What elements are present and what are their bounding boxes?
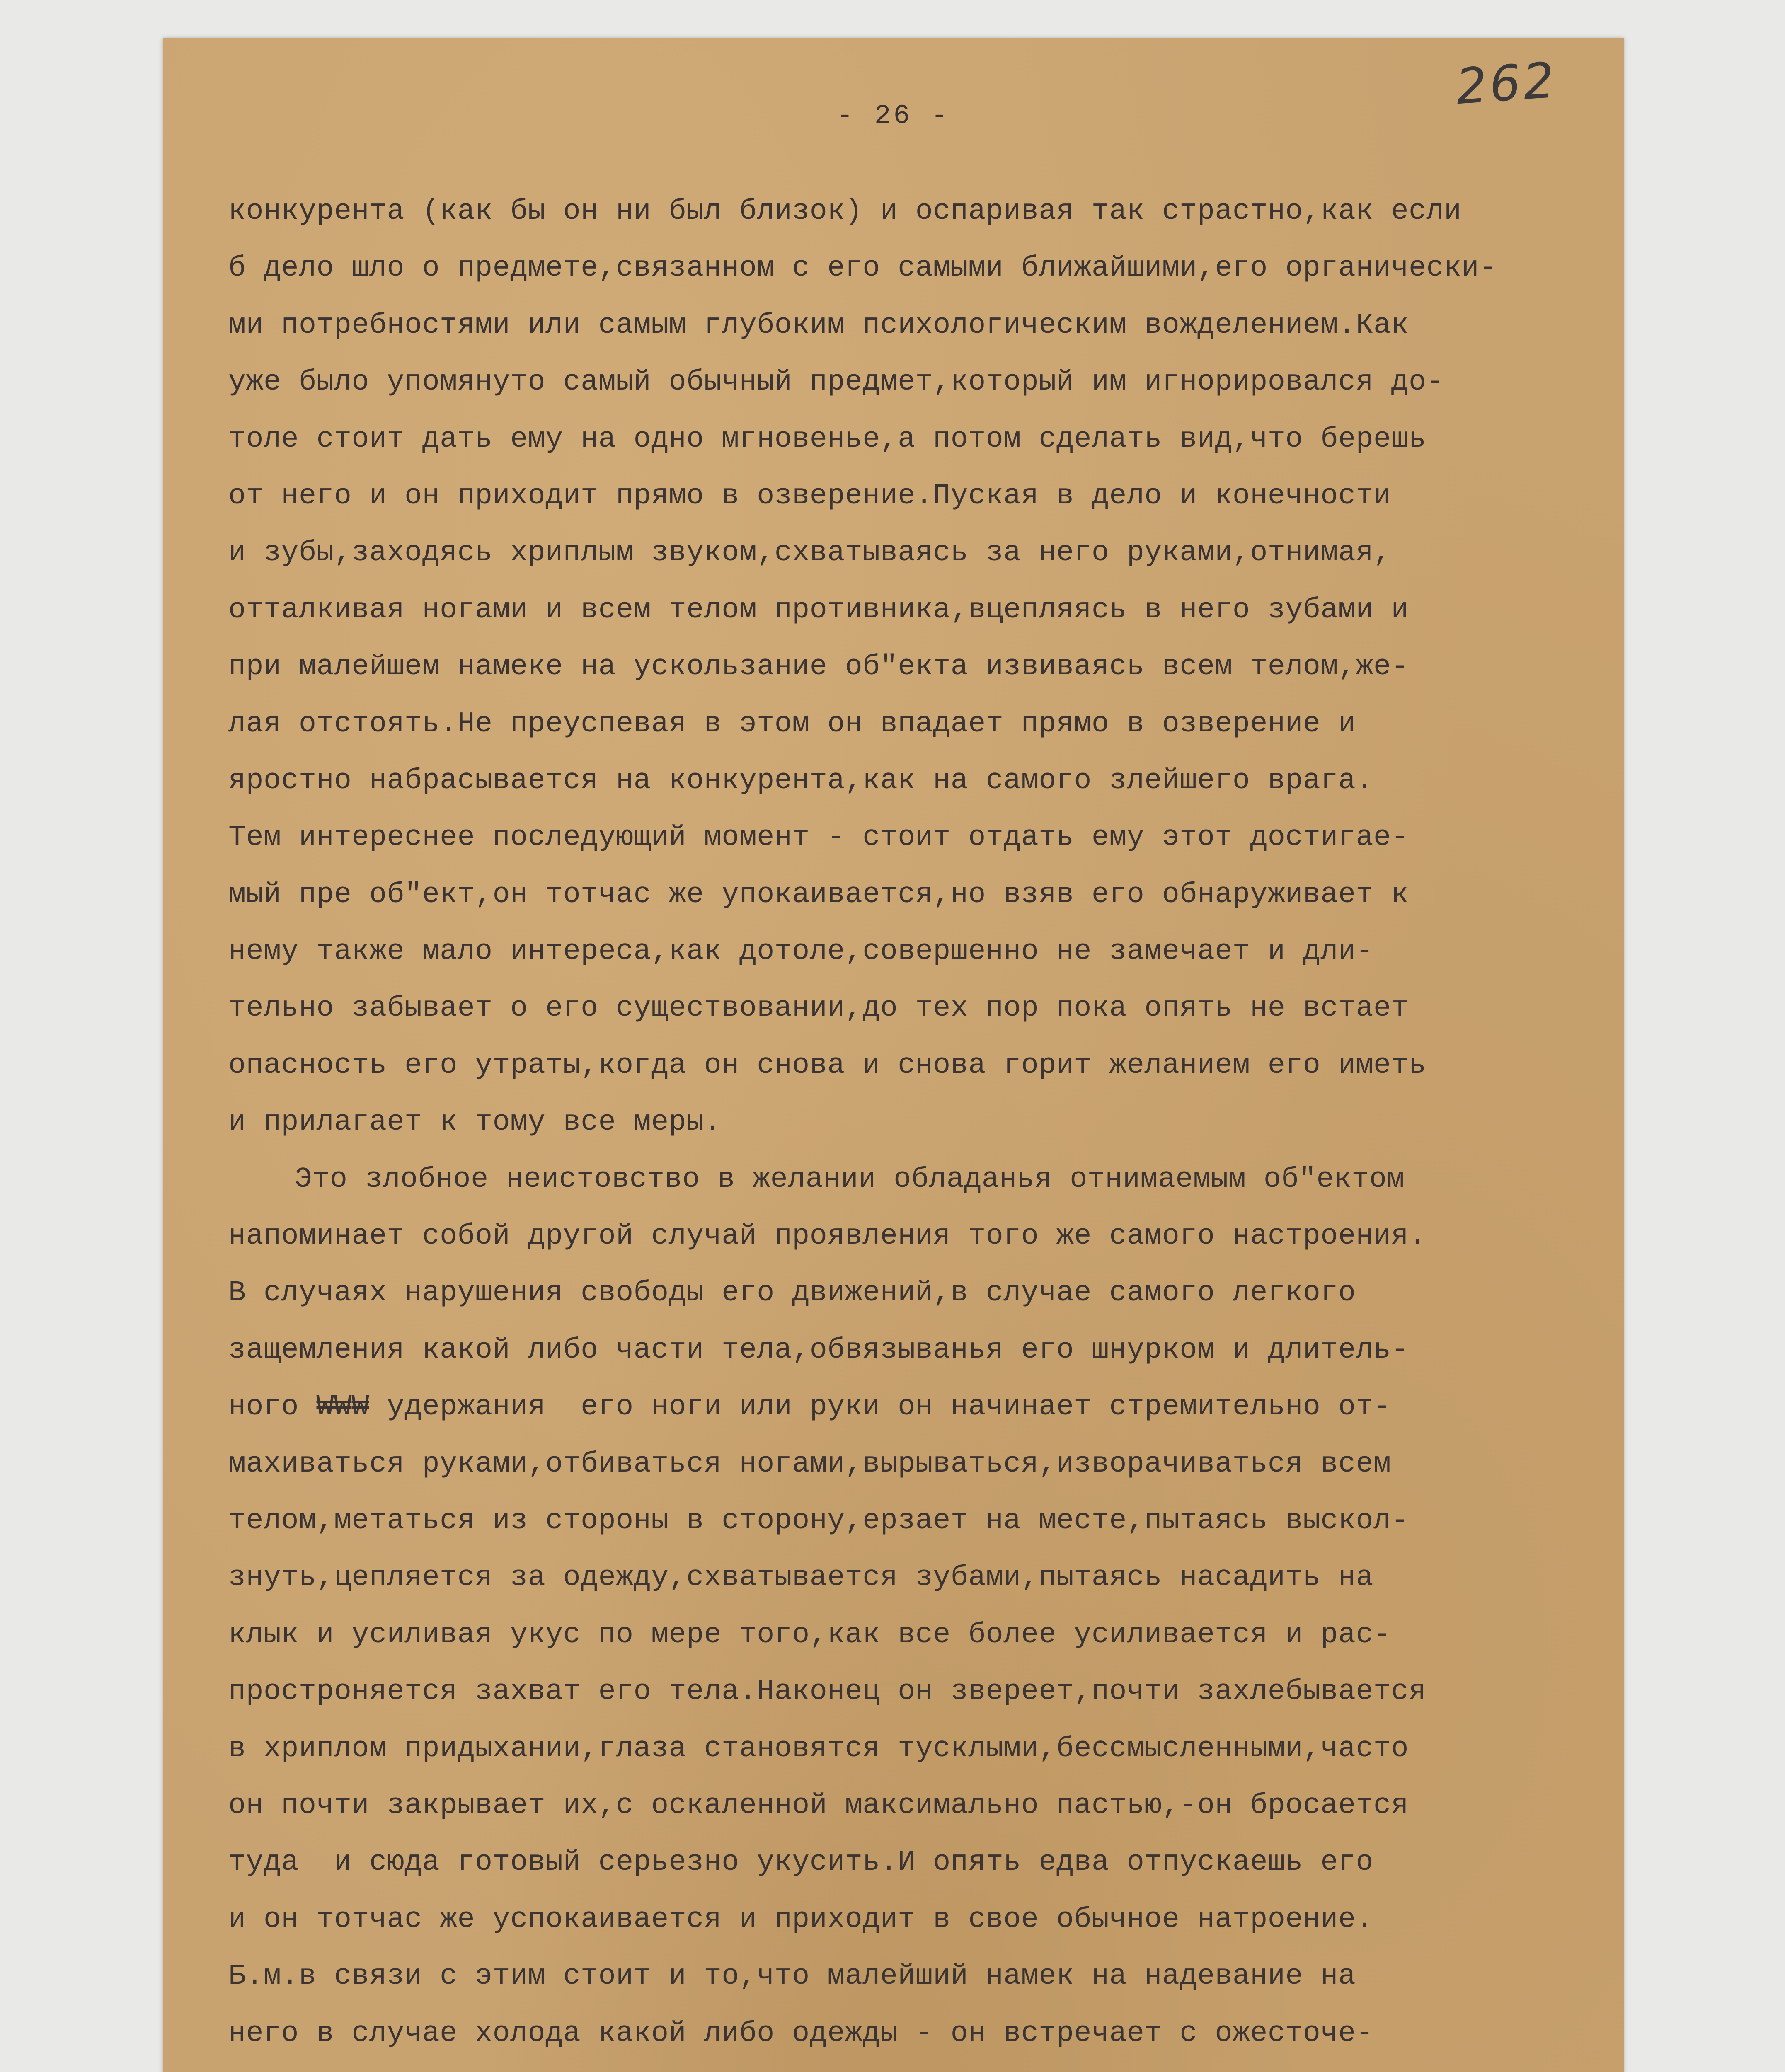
page-number: - 26 - (836, 100, 950, 131)
text-line: махиваться руками,отбиваться ногами,вырываться,изворачиваться всем (228, 1447, 1391, 1481)
text-line: отталкивая ногами и всем телом противника,вцепляясь в него зубами и (228, 593, 1409, 627)
text-line: нему также мало интереса,как дотоле,совершенно не замечает и дли- (228, 935, 1373, 968)
text-line: него в случае холода какой либо одежды - он встречает с ожесточе- (228, 2017, 1373, 2050)
text-line: Это злобное неистовство в желании обладанья отнимаемым об"ектом (295, 1163, 1405, 1196)
text-line: яростно набрасывается на конкурента,как на самого злейшего врага. (228, 764, 1373, 797)
text-line: телом,метаться из стороны в сторону,ерзает на месте,пытаясь выскол- (228, 1504, 1409, 1537)
text-line: опасность его утраты,когда он снова и снова горит желанием его иметь (228, 1049, 1427, 1082)
text-line: уже было упомянуто самый обычный предмет,который им игнорировался до- (228, 366, 1444, 399)
body-text (228, 183, 1604, 2072)
text-line: и прилагает к тому все меры. (228, 1106, 722, 1139)
text-line: клык и усиливая укус по мере того,как все более усиливается и рас- (228, 1618, 1391, 1651)
text-line: мый пре об"ект,он тотчас же упокаивается,но взяв его обнаруживает к (228, 878, 1409, 911)
document-page (163, 38, 1624, 2072)
text-line: Тем интереснее последующий момент - стоит отдать ему этот достигае- (228, 821, 1409, 854)
archive-page-number: 262 (1454, 51, 1559, 116)
text-line: В случаях нарушения свободы его движений,в случае самого легкого (228, 1277, 1356, 1310)
text-line: защемления какой либо части тела,обвязыванья его шнурком и длитель- (228, 1334, 1409, 1367)
text-line: простроняется захват его тела.Наконец он звереет,почти захлебывается (228, 1675, 1427, 1709)
text-line: напоминает собой другой случай проявления того же самого настроения. (228, 1220, 1427, 1253)
text-line: туда и сюда готовый серьезно укусить.И опять едва отпускаешь его (228, 1846, 1373, 1879)
text-line: ного ₩₩₩ удержания его ноги или руки он начинает стремительно от- (228, 1391, 1391, 1424)
text-line: ми потребностями или самым глубоким психологическим вожделением.Как (228, 309, 1409, 342)
text-line: тельно забывает о его существовании,до тех пор пока опять не встает (228, 992, 1409, 1025)
text-line: знуть,цепляется за одежду,схватывается зубами,пытаясь насадить на (228, 1561, 1373, 1595)
text-line: и зубы,заходясь хриплым звуком,схватываясь за него руками,отнимая, (228, 537, 1391, 570)
text-line: Б.м.в связи с этим стоит и то,что малейший намек на надевание на (228, 1960, 1356, 1993)
text-line: при малейшем намеке на ускользание об"екта извиваясь всем телом,же- (228, 651, 1409, 684)
text-line (228, 2062, 1604, 2072)
text-line: б дело шло о предмете,связанном с его самыми ближайшими,его органически- (228, 252, 1497, 285)
text-line: конкурента (как бы он ни был близок) и оспаривая так страстно,как если (228, 195, 1462, 228)
text-line: в хриплом придыхании,глаза становятся тусклыми,бессмысленными,часто (228, 1732, 1409, 1765)
text-line: толе стоит дать ему на одно мгновенье,а потом сделать вид,что берешь (228, 423, 1427, 456)
text-line: и он тотчас же успокаивается и приходит в свое обычное натроение. (228, 1903, 1373, 1936)
text-line: он почти закрывает их,с оскаленной максимально пастью,-он бросается (228, 1789, 1409, 1822)
text-line: лая отстоять.Не преуспевая в этом он впадает прямо в озверение и (228, 707, 1356, 741)
text-line: от него и он приходит прямо в озверение.Пуская в дело и конечности (228, 479, 1391, 513)
